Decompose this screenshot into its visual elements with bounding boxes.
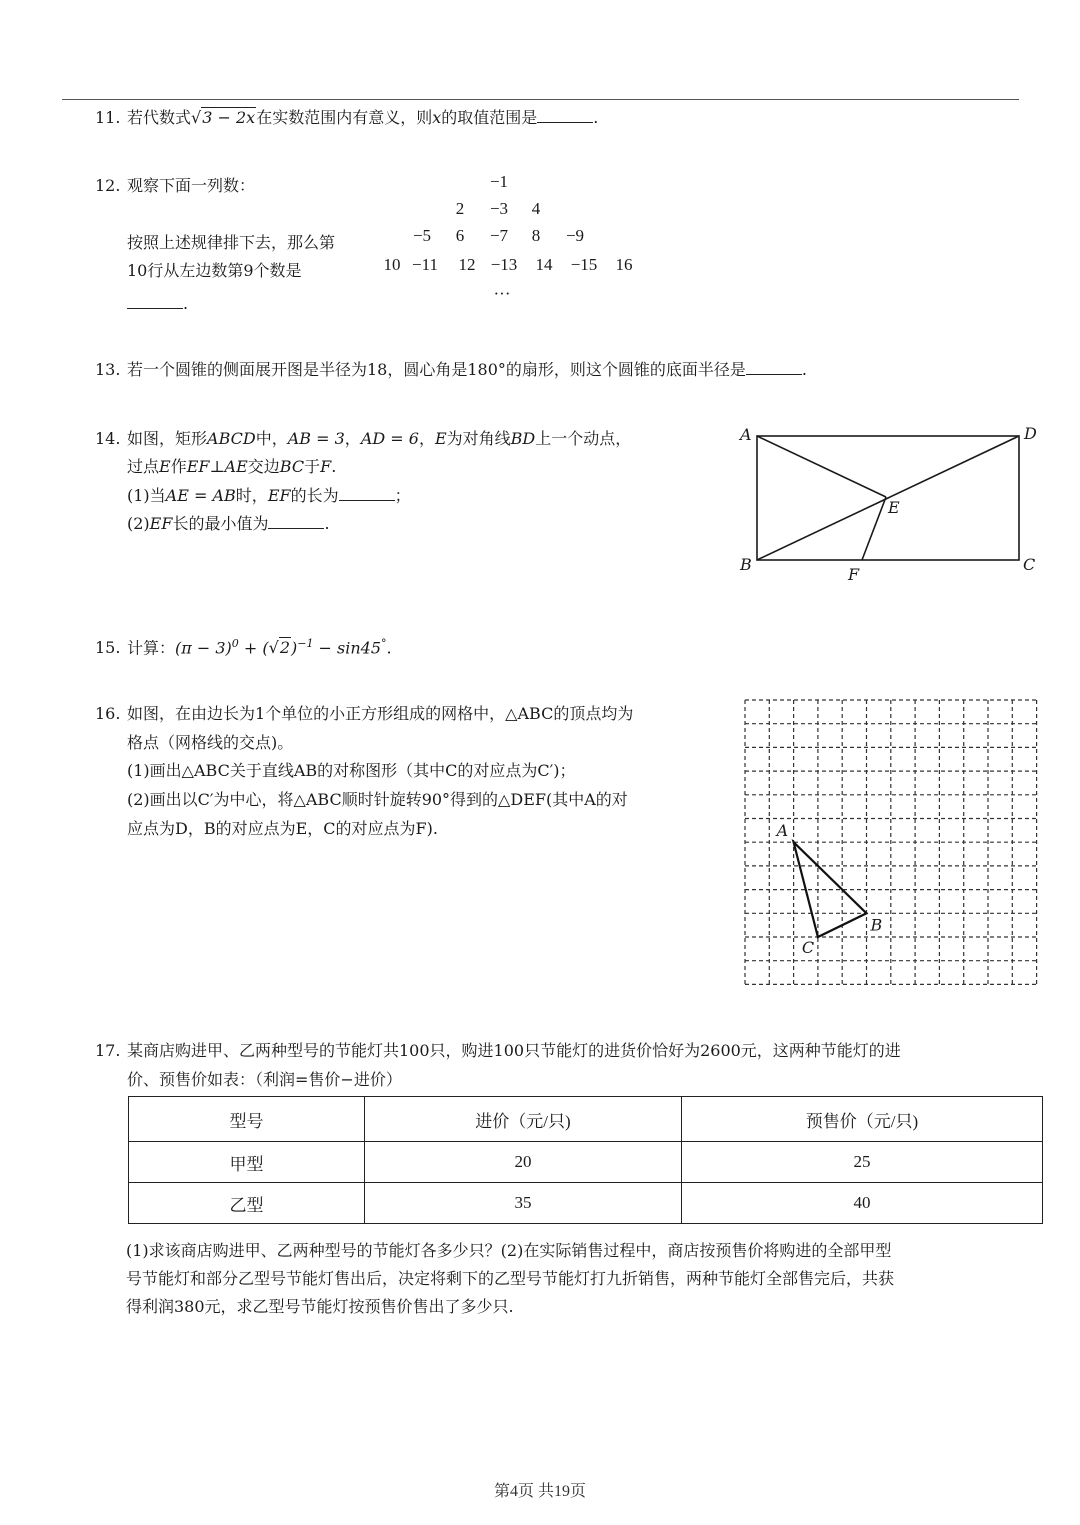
answer-blank[interactable] [268,512,324,529]
math: E [159,457,171,476]
question-12-line3 [95,257,302,284]
header-cell: 进价（元/只) [365,1097,682,1142]
question-number: 16. [95,704,121,723]
pyramid-number: 8 [531,226,541,245]
math: + ( [238,638,269,658]
table-header-row [129,1097,1043,1142]
pyramid-number: 4 [531,199,541,218]
question-16-part1 [95,757,576,784]
punct: . [324,514,330,533]
table-cell: 25 [682,1142,1043,1183]
table-cell: 20 [365,1142,682,1183]
question-text: ， [418,429,435,448]
question-text: 过点 [127,457,160,476]
pyramid-number: 10 [383,255,401,274]
question-16-part2 [95,786,628,813]
radicand: 3 − 2x [202,108,256,127]
pyramid-number: 2 [455,199,465,218]
math: (π − 3) [175,638,232,658]
answer-blank[interactable] [537,106,593,123]
question-14-part2 [95,510,330,537]
pyramid-number: −9 [565,226,585,245]
question-text: 观察下面一列数： [127,176,256,195]
header-rule [62,99,1019,100]
label-f: F [848,565,860,584]
grid-figure [740,695,1040,990]
pyramid-number: 14 [535,255,553,274]
math: BC [279,457,305,476]
question-text: (1)求该商店购进甲、乙两种型号的节能灯各多少只？(2)在实际销售过程中，商店按预售价将购进的全部甲型 [126,1241,892,1260]
question-13 [95,356,807,383]
question-text: 10行从左边数第9个数是 [127,261,302,280]
answer-blank[interactable] [746,358,802,375]
table-cell: 35 [365,1183,682,1224]
question-15 [95,630,392,661]
question-number: 14. [95,429,121,448]
question-16-part2-cont [95,815,438,842]
question-text: 时， [235,486,268,505]
question-text: 应点为D，B的对应点为E，C的对应点为F). [127,819,438,838]
punct: . [386,638,392,658]
question-16-line2 [95,729,293,756]
question-text: 若代数式 [127,108,192,127]
rectangle-figure [735,415,1055,590]
question-17-line2 [95,1066,402,1093]
math: ) [291,638,298,658]
question-text: (1)当 [127,486,166,505]
answer-blank[interactable] [127,292,183,309]
question-17-after2 [126,1265,894,1292]
question-number: 17. [95,1041,121,1060]
label-d: D [1024,424,1037,443]
math: F [320,457,332,476]
question-text: 的长为 [290,486,339,505]
question-14-line2 [95,453,336,480]
math: EF [267,486,291,505]
sqrt-expression: √3 − 2x [191,108,256,127]
pyramid-number: −13 [490,255,518,274]
math: E [434,429,447,448]
question-text: ， [344,429,361,448]
question-12-line4 [95,290,188,317]
math: − sin45 [313,638,382,658]
question-text: 在实数范围内有意义，则 [256,108,433,127]
question-text: 的取值范围是 [441,108,538,127]
label-a: A [776,821,789,841]
variable: x [432,108,442,127]
math: AE = AB [165,486,236,505]
punct: . [593,108,599,127]
pyramid-number: −5 [412,226,432,245]
price-table [128,1096,1043,1224]
question-17 [95,1037,901,1064]
segment-ef [862,497,886,560]
punct: . [183,294,189,313]
question-text: 某商店购进甲、乙两种型号的节能灯共100只，购进100只节能灯的进货价恰好为2600元，这两种节能灯的进 [127,1041,901,1060]
pyramid-number: −15 [570,255,598,274]
pyramid-number: 12 [458,255,476,274]
table-cell: 甲型 [129,1142,365,1183]
segment-ae [757,436,886,497]
question-text: 上一个动点， [535,429,632,448]
question-number: 11. [95,108,121,127]
question-text: 若一个圆锥的侧面展开图是半径为18，圆心角是180°的扇形，则这个圆锥的底面半径是 [127,360,746,379]
exponent: −1 [297,637,314,650]
question-text: 如图，在由边长为1个单位的小正方形组成的网格中，△ABC的顶点均为 [127,704,634,723]
punct: . [801,360,807,379]
header-cell: 预售价（元/只) [682,1097,1043,1142]
header-cell: 型号 [129,1097,365,1142]
question-16 [95,700,633,727]
question-number: 13. [95,360,121,379]
math: ABCD [207,429,256,448]
sqrt-expression: √2 [268,638,290,658]
question-text: 号节能灯和部分乙型号节能灯售出后，决定将剩下的乙型号节能灯打九折销售，两种节能灯全部售完后，共获 [126,1269,895,1288]
label-b: B [740,555,752,574]
question-text: (2)画出以C′为中心，将△ABC顺时针旋转90°得到的△DEF(其中A的对 [127,790,628,809]
degree: ° [381,637,387,650]
question-17-after1 [126,1237,891,1264]
math: EF⊥AE [186,457,248,476]
exponent: 0 [231,637,239,650]
answer-blank[interactable] [339,484,395,501]
question-number: 12. [95,176,121,195]
pyramid-number: −7 [489,226,509,245]
table-cell: 乙型 [129,1183,365,1224]
pyramid-number: −1 [489,172,509,191]
pyramid-number: 6 [455,226,465,245]
math: AB = 3 [287,429,345,448]
punct: ； [394,486,411,505]
question-number: 15. [95,638,121,658]
pyramid-number: −11 [412,255,438,274]
question-text: 长的最小值为 [172,514,269,533]
question-text: (2) [127,514,150,533]
question-text: 为对角线 [446,429,511,448]
label-a: A [740,425,752,444]
question-text: 价、预售价如表：（利润=售价−进价） [127,1070,402,1089]
math: AD = 6 [360,429,419,448]
question-text: 中， [255,429,288,448]
label-c: C [1023,555,1036,574]
pyramid-number: 16 [615,255,633,274]
question-14-part1 [95,482,411,509]
question-text: 得利润380元，求乙型号节能灯按预售价售出了多少只. [126,1297,514,1316]
table-cell: 40 [682,1183,1043,1224]
dashed-grid [745,700,1037,984]
question-text: 如图，矩形 [127,429,208,448]
page-footer: 第4页 共19页 [493,1483,586,1500]
table-row [129,1183,1043,1224]
question-text: 作 [170,457,187,476]
math: BD [510,429,536,448]
question-text: 于 [304,457,321,476]
question-14 [95,425,631,452]
question-text: 计算： [127,638,176,658]
label-e: E [888,498,900,517]
question-text: (1)画出△ABC关于直线AB的对称图形（其中C的对应点为C′)； [127,761,576,780]
math: EF [149,514,173,533]
question-12-line2 [95,229,335,256]
table-row [129,1142,1043,1183]
question-17-after3 [126,1293,514,1320]
label-c: C [801,938,815,957]
radicand: 2 [279,638,290,658]
question-text: 交边 [247,457,280,476]
question-12 [95,172,255,199]
question-text: 格点（网格线的交点)。 [127,733,294,752]
ellipsis: ··· [493,284,511,303]
question-text: . [331,457,337,476]
question-11 [95,104,598,131]
label-b: B [870,915,883,935]
pyramid-number: −3 [489,199,509,218]
question-text: 按照上述规律排下去，那么第 [127,233,336,252]
